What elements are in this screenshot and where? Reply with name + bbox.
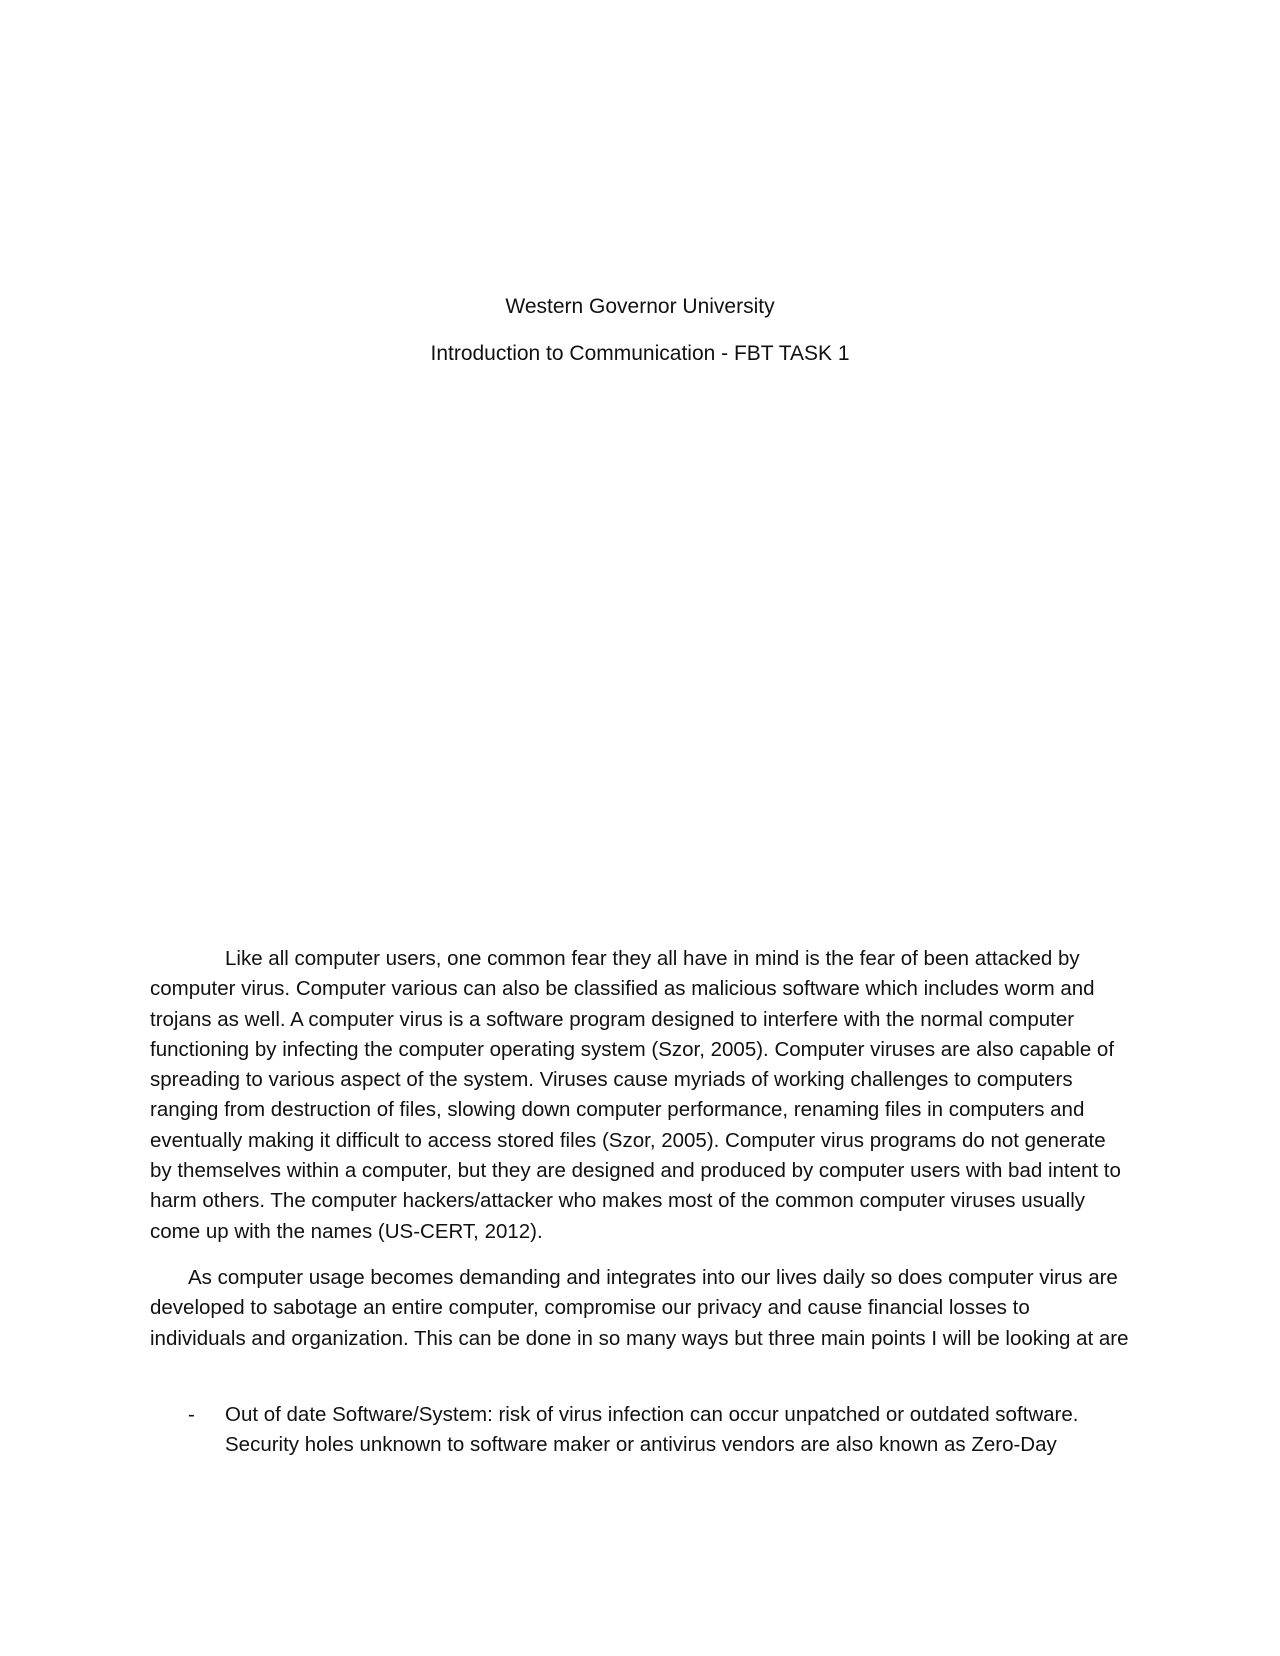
document-title-institution: Western Governor University <box>505 295 775 318</box>
list-item <box>150 1400 1130 1461</box>
body-paragraph-1: Like all computer users, one common fear they all have in mind is the fear of been attacked by computer virus. Computer various can also be classified as malicious software which includes worm and trojans as well. A computer virus is a software program designed to interfere with the normal computer functioning by infecting the computer operating system (Szor, 2005). Computer viruses are also capable of spreading to various aspect of the system. Viruses cause myriads of working challenges to computers ranging from destruction of files, slowing down computer performance, renaming files in computers and eventually making it difficult to access stored files (Szor, 2005). Computer virus programs do not generate by themselves within a computer, but they are designed and produced by computer users with bad intent to harm others. The computer hackers/attacker who makes most of the common computer viruses usually come up with the names (US-CERT, 2012). <box>150 947 1121 1243</box>
list-item-text: Out of date Software/System: risk of virus infection can occur unpatched or outdated software. Security holes unknown to software maker or antivirus vendors are also known as Zero-Day <box>225 1403 1079 1457</box>
list-marker: - <box>188 1403 195 1426</box>
body-paragraph-2: As computer usage becomes demanding and integrates into our lives daily so does computer virus are developed to sabotage an entire computer, compromise our privacy and cause financial losses to individuals and organization. This can be done in so many ways but three main points I will be looking at are <box>150 1266 1129 1350</box>
document-title-course: Introduction to Communication - FBT TASK 1 <box>430 342 850 365</box>
bullet-list <box>150 1400 1130 1461</box>
